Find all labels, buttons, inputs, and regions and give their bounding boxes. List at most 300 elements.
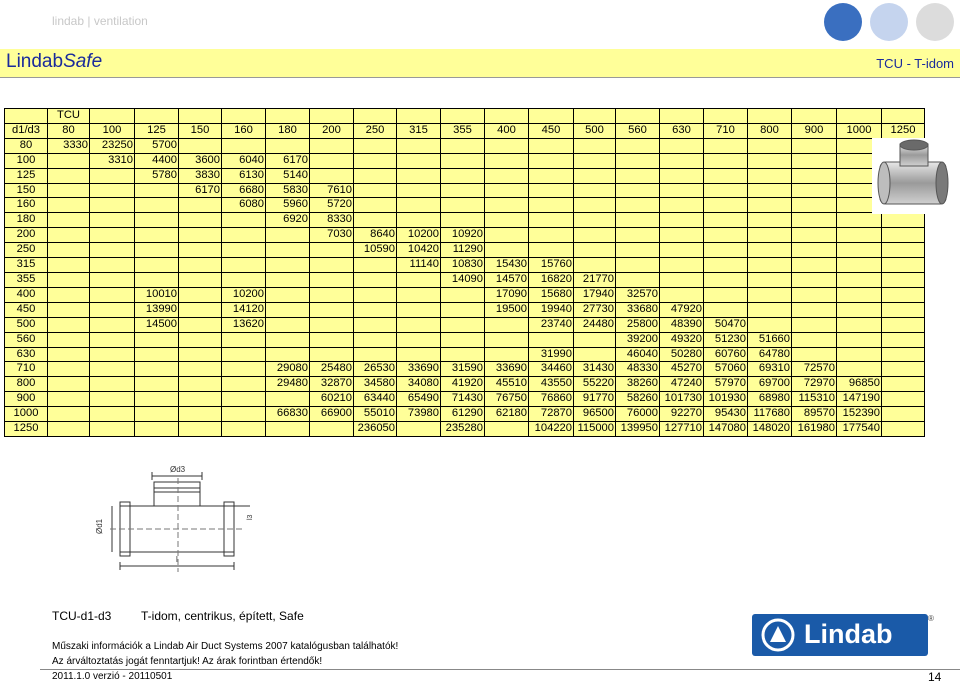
empty-cell xyxy=(441,287,485,302)
lindab-mark-icon xyxy=(756,614,800,656)
price-cell: 73980 xyxy=(397,407,441,422)
empty-cell xyxy=(222,138,266,153)
table-row xyxy=(5,377,925,392)
empty-cell xyxy=(882,362,925,377)
header-row-top xyxy=(5,109,925,124)
table-row xyxy=(5,317,925,332)
empty-cell xyxy=(266,422,310,437)
empty-cell xyxy=(616,258,660,273)
empty-cell xyxy=(529,243,574,258)
header-blank-cell xyxy=(135,109,179,124)
empty-cell xyxy=(90,258,135,273)
title-bar xyxy=(0,49,960,78)
empty-cell xyxy=(354,168,397,183)
empty-cell xyxy=(266,243,310,258)
empty-cell xyxy=(48,377,90,392)
empty-cell xyxy=(660,243,704,258)
empty-cell xyxy=(179,213,222,228)
price-cell: 31430 xyxy=(574,362,616,377)
empty-cell xyxy=(179,228,222,243)
price-cell: 14500 xyxy=(135,317,179,332)
empty-cell xyxy=(397,213,441,228)
column-header: 250 xyxy=(354,123,397,138)
price-cell: 47920 xyxy=(660,302,704,317)
empty-cell xyxy=(792,183,837,198)
price-cell: 236050 xyxy=(354,422,397,437)
empty-cell xyxy=(441,317,485,332)
empty-cell xyxy=(748,213,792,228)
empty-cell xyxy=(179,302,222,317)
product-description: T-idom, centrikus, épített, Safe xyxy=(141,609,304,623)
price-cell: 4400 xyxy=(135,153,179,168)
empty-cell xyxy=(882,258,925,273)
empty-cell xyxy=(179,407,222,422)
table-row xyxy=(5,422,925,437)
column-header: 160 xyxy=(222,123,266,138)
empty-cell xyxy=(90,407,135,422)
empty-cell xyxy=(748,243,792,258)
empty-cell xyxy=(792,168,837,183)
price-cell: 17940 xyxy=(574,287,616,302)
empty-cell xyxy=(882,287,925,302)
price-cell: 89570 xyxy=(792,407,837,422)
price-cell: 19940 xyxy=(529,302,574,317)
price-cell: 55220 xyxy=(574,377,616,392)
title-italic: Safe xyxy=(63,51,103,72)
empty-cell xyxy=(179,347,222,362)
price-cell: 117680 xyxy=(748,407,792,422)
empty-cell xyxy=(222,272,266,287)
label-l: l xyxy=(176,555,178,564)
column-header: 80 xyxy=(48,123,90,138)
table-row xyxy=(5,183,925,198)
empty-cell xyxy=(90,198,135,213)
empty-cell xyxy=(882,377,925,392)
empty-cell xyxy=(90,392,135,407)
column-header: 500 xyxy=(574,123,616,138)
empty-cell xyxy=(837,332,882,347)
page-number: 14 xyxy=(928,670,942,684)
price-table xyxy=(4,108,925,437)
price-cell: 69310 xyxy=(748,362,792,377)
empty-cell xyxy=(837,258,882,273)
empty-cell xyxy=(179,422,222,437)
empty-cell xyxy=(90,317,135,332)
lindab-logo xyxy=(752,614,928,656)
row-label: 125 xyxy=(5,168,48,183)
empty-cell xyxy=(90,377,135,392)
price-cell: 3830 xyxy=(179,168,222,183)
empty-cell xyxy=(748,168,792,183)
empty-cell xyxy=(529,228,574,243)
empty-cell xyxy=(882,213,925,228)
empty-cell xyxy=(354,287,397,302)
price-cell: 25800 xyxy=(616,317,660,332)
empty-cell xyxy=(179,377,222,392)
price-cell: 26530 xyxy=(354,362,397,377)
price-cell: 15430 xyxy=(485,258,529,273)
empty-cell xyxy=(748,302,792,317)
corner-label: d1/d3 xyxy=(5,123,48,138)
empty-cell xyxy=(441,183,485,198)
empty-cell xyxy=(135,183,179,198)
header-blank-cell xyxy=(266,109,310,124)
empty-cell xyxy=(574,258,616,273)
empty-cell xyxy=(135,272,179,287)
empty-cell xyxy=(135,347,179,362)
empty-cell xyxy=(792,317,837,332)
brand-header: lindab | ventilation xyxy=(52,14,148,28)
table-row xyxy=(5,198,925,213)
info-line-1: Műszaki információk a Lindab Air Duct Systems 2007 katalógusban találhatók! xyxy=(52,641,399,652)
price-cell: 69700 xyxy=(748,377,792,392)
price-cell: 148020 xyxy=(748,422,792,437)
empty-cell xyxy=(485,332,529,347)
empty-cell xyxy=(574,183,616,198)
version-text: 2011.1.0 verzió - 20110501 xyxy=(52,671,173,682)
technical-drawing xyxy=(90,462,290,587)
empty-cell xyxy=(529,198,574,213)
price-cell: 19500 xyxy=(485,302,529,317)
price-cell: 7610 xyxy=(310,183,354,198)
column-header: 100 xyxy=(90,123,135,138)
table-row xyxy=(5,332,925,347)
row-label: 100 xyxy=(5,153,48,168)
header-blank-cell xyxy=(222,109,266,124)
empty-cell xyxy=(748,228,792,243)
empty-cell xyxy=(616,228,660,243)
price-cell: 127710 xyxy=(660,422,704,437)
empty-cell xyxy=(222,332,266,347)
empty-cell xyxy=(90,332,135,347)
price-cell: 66900 xyxy=(310,407,354,422)
header-blank-cell xyxy=(485,109,529,124)
price-cell: 15680 xyxy=(529,287,574,302)
price-cell: 23250 xyxy=(90,138,135,153)
empty-cell xyxy=(48,243,90,258)
empty-cell xyxy=(222,407,266,422)
empty-cell xyxy=(441,168,485,183)
price-cell: 71430 xyxy=(441,392,485,407)
empty-cell xyxy=(397,138,441,153)
empty-cell xyxy=(135,198,179,213)
price-cell: 51660 xyxy=(748,332,792,347)
header-blank-cell xyxy=(397,109,441,124)
empty-cell xyxy=(574,168,616,183)
empty-cell xyxy=(135,213,179,228)
empty-cell xyxy=(90,302,135,317)
empty-cell xyxy=(441,213,485,228)
price-cell: 72570 xyxy=(792,362,837,377)
table-row xyxy=(5,347,925,362)
empty-cell xyxy=(882,243,925,258)
empty-cell xyxy=(748,287,792,302)
price-cell: 61290 xyxy=(441,407,485,422)
empty-cell xyxy=(397,198,441,213)
empty-cell xyxy=(354,317,397,332)
empty-cell xyxy=(397,347,441,362)
empty-cell xyxy=(485,213,529,228)
empty-cell xyxy=(574,243,616,258)
empty-cell xyxy=(441,138,485,153)
price-cell: 23740 xyxy=(529,317,574,332)
empty-cell xyxy=(704,198,748,213)
empty-cell xyxy=(704,168,748,183)
column-header: 800 xyxy=(748,123,792,138)
empty-cell xyxy=(529,138,574,153)
corner-top-label: TCU xyxy=(48,109,90,124)
empty-cell xyxy=(90,168,135,183)
price-cell: 16820 xyxy=(529,272,574,287)
empty-cell xyxy=(354,198,397,213)
empty-cell xyxy=(310,168,354,183)
grey-dot xyxy=(916,3,954,41)
product-code: TCU-d1-d3 xyxy=(52,609,112,623)
empty-cell xyxy=(792,198,837,213)
price-cell: 6170 xyxy=(179,183,222,198)
price-cell: 3310 xyxy=(90,153,135,168)
empty-cell xyxy=(837,347,882,362)
row-label: 800 xyxy=(5,377,48,392)
price-cell: 48330 xyxy=(616,362,660,377)
price-cell: 43550 xyxy=(529,377,574,392)
empty-cell xyxy=(529,183,574,198)
empty-cell xyxy=(354,258,397,273)
empty-cell xyxy=(48,422,90,437)
price-cell: 6040 xyxy=(222,153,266,168)
empty-cell xyxy=(397,153,441,168)
empty-cell xyxy=(792,302,837,317)
price-cell: 47240 xyxy=(660,377,704,392)
info-line-2: Az árváltoztatás jogát fenntartjuk! Az árak forintban értendők! xyxy=(52,656,323,667)
price-cell: 10830 xyxy=(441,258,485,273)
price-cell: 76860 xyxy=(529,392,574,407)
price-cell: 50470 xyxy=(704,317,748,332)
table-row xyxy=(5,258,925,273)
price-cell: 25480 xyxy=(310,362,354,377)
empty-cell xyxy=(354,332,397,347)
empty-cell xyxy=(529,168,574,183)
empty-cell xyxy=(90,287,135,302)
empty-cell xyxy=(90,228,135,243)
empty-cell xyxy=(616,168,660,183)
price-cell: 68980 xyxy=(748,392,792,407)
empty-cell xyxy=(792,213,837,228)
price-cell: 11290 xyxy=(441,243,485,258)
column-header: 125 xyxy=(135,123,179,138)
price-cell: 33690 xyxy=(485,362,529,377)
empty-cell xyxy=(882,392,925,407)
empty-cell xyxy=(704,213,748,228)
column-header: 315 xyxy=(397,123,441,138)
column-header: 355 xyxy=(441,123,485,138)
empty-cell xyxy=(48,302,90,317)
empty-cell xyxy=(354,272,397,287)
empty-cell xyxy=(90,243,135,258)
row-label: 400 xyxy=(5,287,48,302)
table-row xyxy=(5,138,925,153)
price-cell: 91770 xyxy=(574,392,616,407)
header-blank-cell xyxy=(574,109,616,124)
price-cell: 104220 xyxy=(529,422,574,437)
row-label: 150 xyxy=(5,183,48,198)
column-header: 710 xyxy=(704,123,748,138)
empty-cell xyxy=(135,392,179,407)
empty-cell xyxy=(616,183,660,198)
empty-cell xyxy=(397,317,441,332)
header-blank-cell xyxy=(441,109,485,124)
empty-cell xyxy=(310,272,354,287)
price-cell: 10010 xyxy=(135,287,179,302)
empty-cell xyxy=(90,422,135,437)
title-main: Lindab xyxy=(6,51,64,72)
empty-cell xyxy=(266,317,310,332)
empty-cell xyxy=(135,377,179,392)
price-cell: 24480 xyxy=(574,317,616,332)
price-cell: 115000 xyxy=(574,422,616,437)
empty-cell xyxy=(90,183,135,198)
price-cell: 147080 xyxy=(704,422,748,437)
empty-cell xyxy=(397,422,441,437)
price-cell: 8330 xyxy=(310,213,354,228)
empty-cell xyxy=(397,272,441,287)
price-cell: 49320 xyxy=(660,332,704,347)
row-label: 355 xyxy=(5,272,48,287)
empty-cell xyxy=(135,258,179,273)
price-cell: 29080 xyxy=(266,362,310,377)
price-cell: 34080 xyxy=(397,377,441,392)
empty-cell xyxy=(616,213,660,228)
empty-cell xyxy=(837,287,882,302)
price-cell: 14570 xyxy=(485,272,529,287)
empty-cell xyxy=(660,183,704,198)
price-cell: 38260 xyxy=(616,377,660,392)
empty-cell xyxy=(485,228,529,243)
empty-cell xyxy=(48,332,90,347)
empty-cell xyxy=(660,153,704,168)
table-row xyxy=(5,407,925,422)
empty-cell xyxy=(135,362,179,377)
header-blank-cell xyxy=(90,109,135,124)
price-cell: 57060 xyxy=(704,362,748,377)
empty-cell xyxy=(48,362,90,377)
empty-cell xyxy=(222,243,266,258)
empty-cell xyxy=(90,362,135,377)
blue-dot xyxy=(824,3,862,41)
empty-cell xyxy=(179,317,222,332)
empty-cell xyxy=(222,228,266,243)
row-label: 560 xyxy=(5,332,48,347)
empty-cell xyxy=(48,317,90,332)
empty-cell xyxy=(397,302,441,317)
header-blank-cell xyxy=(792,109,837,124)
empty-cell xyxy=(266,287,310,302)
empty-cell xyxy=(179,287,222,302)
price-cell: 6920 xyxy=(266,213,310,228)
empty-cell xyxy=(882,407,925,422)
empty-cell xyxy=(529,153,574,168)
header-row xyxy=(5,123,925,138)
header-blank-cell xyxy=(748,109,792,124)
empty-cell xyxy=(748,138,792,153)
empty-cell xyxy=(485,168,529,183)
product-title: TCU - T-idom xyxy=(876,56,954,71)
price-cell: 6130 xyxy=(222,168,266,183)
empty-cell xyxy=(837,362,882,377)
empty-cell xyxy=(882,347,925,362)
empty-cell xyxy=(48,258,90,273)
price-cell: 31990 xyxy=(529,347,574,362)
row-label: 180 xyxy=(5,213,48,228)
price-cell: 101930 xyxy=(704,392,748,407)
empty-cell xyxy=(48,287,90,302)
empty-cell xyxy=(485,198,529,213)
empty-cell xyxy=(837,317,882,332)
empty-cell xyxy=(882,332,925,347)
column-header: 900 xyxy=(792,123,837,138)
empty-cell xyxy=(397,183,441,198)
empty-cell xyxy=(704,243,748,258)
empty-cell xyxy=(704,138,748,153)
empty-cell xyxy=(354,347,397,362)
price-cell: 50280 xyxy=(660,347,704,362)
empty-cell xyxy=(441,153,485,168)
price-cell: 14090 xyxy=(441,272,485,287)
empty-cell xyxy=(792,287,837,302)
price-cell: 96500 xyxy=(574,407,616,422)
empty-cell xyxy=(574,332,616,347)
price-cell: 177540 xyxy=(837,422,882,437)
price-cell: 5140 xyxy=(266,168,310,183)
empty-cell xyxy=(837,243,882,258)
column-header: 200 xyxy=(310,123,354,138)
header-blank-cell xyxy=(837,109,882,124)
empty-cell xyxy=(310,138,354,153)
empty-cell xyxy=(660,228,704,243)
empty-cell xyxy=(266,347,310,362)
empty-cell xyxy=(441,198,485,213)
empty-cell xyxy=(792,272,837,287)
footer-divider xyxy=(40,669,960,670)
price-cell: 6080 xyxy=(222,198,266,213)
empty-cell xyxy=(616,153,660,168)
table-row xyxy=(5,243,925,258)
empty-cell xyxy=(616,138,660,153)
price-cell: 34460 xyxy=(529,362,574,377)
row-label: 250 xyxy=(5,243,48,258)
empty-cell xyxy=(882,272,925,287)
price-cell: 76750 xyxy=(485,392,529,407)
empty-cell xyxy=(310,317,354,332)
price-cell: 139950 xyxy=(616,422,660,437)
empty-cell xyxy=(266,332,310,347)
empty-cell xyxy=(660,138,704,153)
empty-cell xyxy=(48,168,90,183)
empty-cell xyxy=(354,213,397,228)
empty-cell xyxy=(222,258,266,273)
row-label: 900 xyxy=(5,392,48,407)
price-cell: 21770 xyxy=(574,272,616,287)
column-header: 180 xyxy=(266,123,310,138)
row-label: 630 xyxy=(5,347,48,362)
price-cell: 32570 xyxy=(616,287,660,302)
empty-cell xyxy=(792,153,837,168)
table-row xyxy=(5,272,925,287)
empty-cell xyxy=(441,302,485,317)
price-cell: 115310 xyxy=(792,392,837,407)
label-l3: l3 xyxy=(247,514,254,520)
row-label: 200 xyxy=(5,228,48,243)
